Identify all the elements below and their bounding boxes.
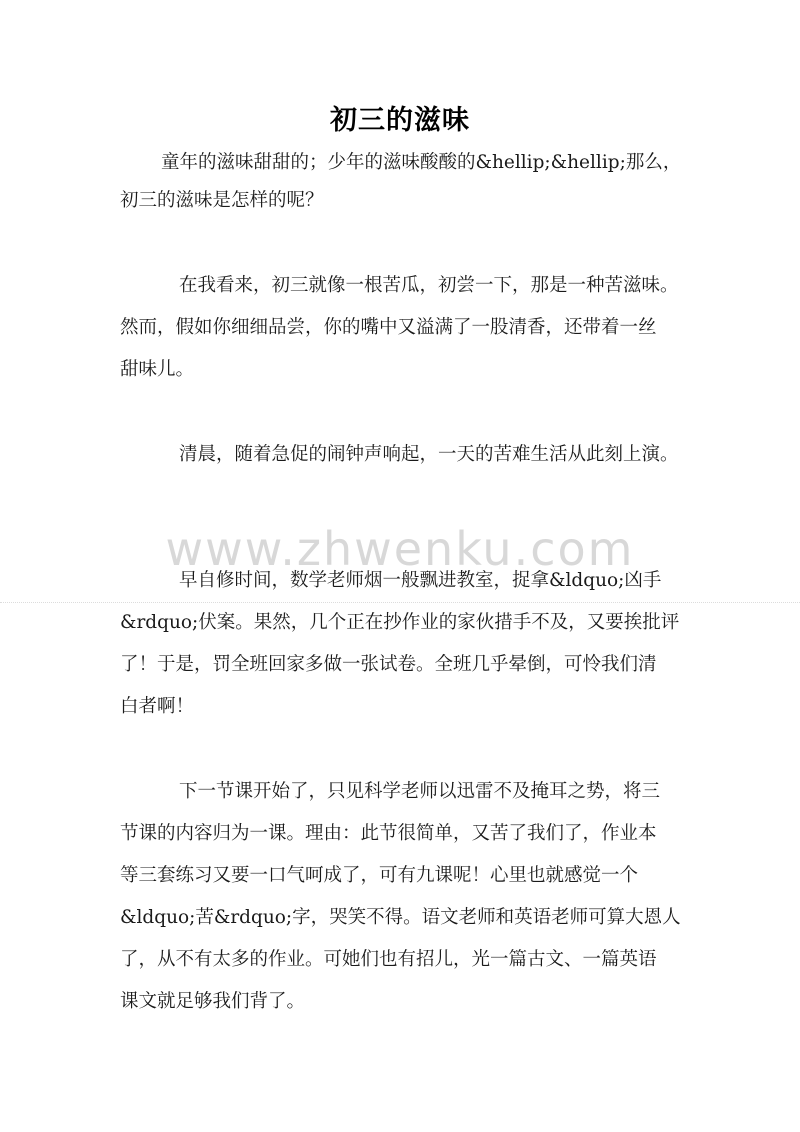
paragraph-line: 节课的内容归为一课。理由：此节很简单，又苦了我们了，作业本 (120, 823, 657, 844)
paragraph-line: 清晨，随着急促的闹钟声响起，一天的苦难生活从此刻上演。 (179, 444, 679, 465)
paragraph-line: 白者啊！ (120, 696, 195, 717)
paragraph-line: 课文就足够我们背了。 (120, 991, 306, 1012)
paragraph-line: 早自修时间，数学老师烟一般飘进教室，捉拿&ldquo;凶手 (179, 570, 662, 591)
paragraph-line: 了，从不有太多的作业。可她们也有招儿，光一篇古文、一篇英语 (120, 949, 657, 970)
paragraph-line: 下一节课开始了，只见科学老师以迅雷不及掩耳之势，将三 (179, 781, 661, 802)
paragraph-line: &rdquo;伏案。果然，几个正在抄作业的家伙措手不及，又要挨批评 (120, 612, 680, 633)
watermark-rule (0, 602, 800, 603)
page-title: 初三的滋味 (330, 105, 470, 136)
paragraph-line: 甜味儿。 (120, 359, 195, 380)
paragraph-line: 在我看来，初三就像一根苦瓜，初尝一下，那是一种苦滋味。 (179, 275, 679, 296)
paragraph-line: &ldquo;苦&rdquo;字，哭笑不得。语文老师和英语老师可算大恩人 (120, 907, 681, 928)
watermark: www.zhwenku.com (165, 522, 635, 576)
paragraph-line: 了！于是，罚全班回家多做一张试卷。全班几乎晕倒，可怜我们清 (120, 654, 657, 675)
paragraph-line: 初三的滋味是怎样的呢？ (120, 190, 324, 211)
paragraph-line: 童年的滋味甜甜的；少年的滋味酸酸的&hellip;&hellip;那么， (161, 152, 682, 173)
paragraph-line: 然而，假如你细细品尝，你的嘴中又溢满了一股清香，还带着一丝 (120, 317, 657, 338)
paragraph-line: 等三套练习又要一口气呵成了，可有九课呢！心里也就感觉一个 (120, 865, 639, 886)
